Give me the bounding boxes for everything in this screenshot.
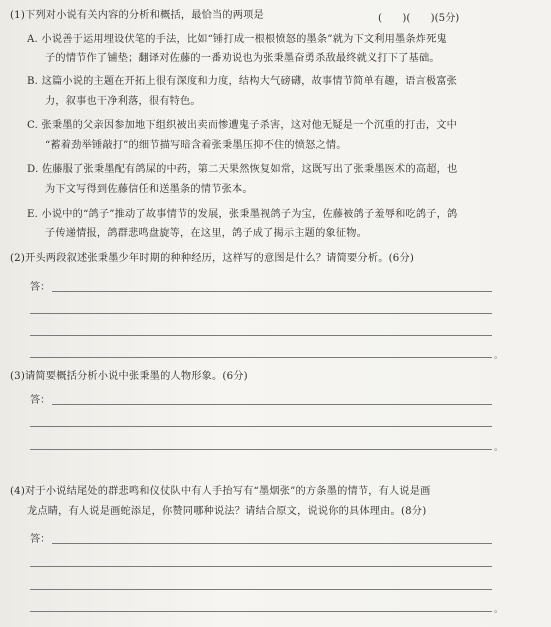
q2-answer-line-2[interactable] (30, 313, 492, 314)
q2-answer-label: 答： (30, 282, 51, 293)
q1-option-e-line2: 子传递情报，鸽群悲鸣盘旋等，在这里，鸽子成了揭示主题的象征物。 (45, 228, 368, 239)
q2-stem: (2)开头两段叙述张秉墨少年时期的种种经历，这样写的意图是什么？请简要分析。(6分) (10, 253, 415, 264)
q3-answer-label: 答： (30, 395, 51, 406)
q1-answer-marks: ( )( )(5分) (378, 13, 460, 24)
q2-end-mark: 。 (494, 351, 504, 361)
q3-answer-line-3[interactable] (30, 449, 492, 450)
q3-answer-line-1[interactable] (52, 404, 492, 405)
q1-option-c-line1: C. 张秉墨的父亲因参加地下组织被出卖而惨遭鬼子杀害，这对他无疑是一个沉重的打击，文中 (27, 120, 458, 131)
q4-answer-label: 答： (30, 534, 51, 545)
q1-option-b-line1: B. 这篇小说的主题在开拓上很有深度和力度，结构大气磅礴，故事情节简单有趣，语言极富张 (27, 76, 458, 87)
q4-answer-line-1[interactable] (52, 543, 492, 544)
q1-option-e-line1: E. 小说中的“鸽子”推动了故事情节的发展，张秉墨视鸽子为宝，佐藤被鸽子羞辱和吃鸽子，鸽 (27, 209, 458, 220)
q3-answer-line-2[interactable] (30, 426, 492, 427)
q4-stem-line1: (4)对于小说结尾处的群悲鸣和仪仗队中有人手抬写有“墨烟张”的方条墨的情节，有人说是画 (10, 486, 431, 497)
q2-answer-line-1[interactable] (52, 291, 492, 292)
q4-stem-line2: 龙点睛，有人说是画蛇添足，你赞同哪种说法？请结合原文，说说你的具体理由。(8分) (27, 506, 427, 517)
q1-stem: (1)下列对小说有关内容的分析和概括，最恰当的两项是 (10, 10, 264, 21)
q1-option-d-line1: D. 佐藤服了张秉墨配有鸽屎的中药，第二天果然恢复如常，这既写出了张秉墨医术的高超，也 (27, 164, 458, 175)
q2-answer-line-4[interactable] (30, 357, 492, 358)
q1-option-d-line2: 为下文写得到佐藤信任和送墨条的情节张本。 (45, 184, 253, 195)
q2-answer-line-3[interactable] (30, 335, 492, 336)
q1-option-a-line1: A. 小说善于运用埋设伏笔的手法，比如“锤打成一根根愤怒的墨条”就为下文利用墨条炸死鬼 (27, 34, 447, 45)
q1-option-c-line2: “蓄着劲举锤敲打”的细节描写暗含着张秉墨压抑不住的愤怒之情。 (45, 140, 347, 151)
q4-answer-line-4[interactable] (30, 611, 492, 612)
q4-answer-line-3[interactable] (30, 589, 492, 590)
q1-option-b-line2: 力，叙事也干净利落，很有特色。 (45, 96, 201, 107)
q4-end-mark: 。 (494, 605, 504, 615)
q3-end-mark: 。 (494, 443, 504, 453)
q4-answer-line-2[interactable] (30, 566, 492, 567)
q1-option-a-line2: 子的情节作了铺垫；翻译对佐藤的一番劝说也为张秉墨奋勇杀敌最终就义打下了基础。 (45, 53, 440, 64)
q3-stem: (3)请简要概括分析小说中张秉墨的人物形象。(6分) (10, 371, 248, 382)
